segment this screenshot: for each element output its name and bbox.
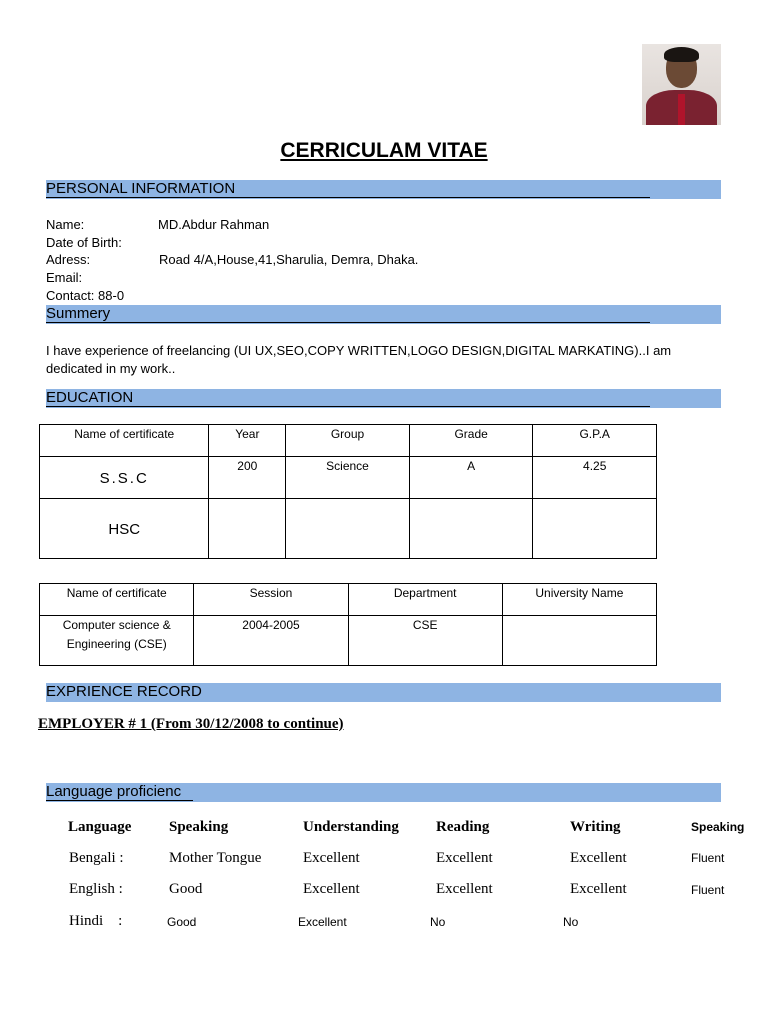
contact-label: Contact: 88-0	[46, 288, 125, 303]
lang-cell: Excellent	[570, 881, 627, 897]
lang-cell: Excellent	[303, 850, 360, 866]
lang-header: Writing	[570, 819, 621, 835]
table-cell: CSE	[348, 616, 502, 666]
name-value: MD.Abdur Rahman	[158, 217, 270, 232]
lang-cell: Fluent	[691, 883, 725, 897]
table-cell: Computer science & Engineering (CSE)	[40, 616, 194, 666]
table-header-row	[40, 584, 657, 616]
lang-cell: Fluent	[691, 851, 725, 865]
table-row	[40, 499, 657, 559]
table-cell	[286, 499, 410, 559]
table-cell: S.S.C	[40, 457, 209, 499]
lang-cell: Excellent	[303, 881, 360, 897]
lang-cell: No	[563, 915, 579, 929]
lang-cell: Mother Tongue	[169, 850, 262, 866]
section-bar-summary	[46, 305, 721, 324]
lang-header: Reading	[436, 819, 490, 835]
page-title: CERRICULAM VITAE	[280, 139, 488, 162]
lang-cell: Good	[167, 915, 197, 929]
university-table	[39, 583, 657, 666]
table-header: University Name	[502, 584, 656, 616]
education-table	[39, 424, 657, 559]
table-cell	[502, 616, 656, 666]
section-title-personal: PERSONAL INFORMATION	[46, 180, 236, 197]
email-label: Email:	[46, 270, 83, 285]
address-value: Road 4/A,House,41,Sharulia, Demra, Dhaka.	[159, 252, 419, 267]
lang-cell: English :	[69, 881, 123, 897]
section-title-experience: EXPRIENCE RECORD	[46, 683, 202, 700]
lang-header: Language	[68, 819, 132, 835]
section-bar-language	[46, 783, 721, 802]
lang-cell: Bengali :	[69, 850, 124, 866]
name-label: Name:	[46, 217, 85, 232]
table-header: Department	[348, 584, 502, 616]
lang-cell: Excellent	[436, 850, 493, 866]
table-row	[40, 457, 657, 499]
table-row	[40, 616, 657, 666]
address-label: Adress:	[46, 252, 91, 267]
table-cell: 4.25	[533, 457, 657, 499]
table-header: G.P.A	[533, 425, 657, 457]
lang-header: Speaking	[169, 819, 229, 835]
dob-label: Date of Birth:	[46, 235, 122, 250]
lang-header: Understanding	[303, 819, 399, 835]
table-header: Year	[209, 425, 286, 457]
lang-cell: Good	[169, 881, 203, 897]
section-title-language: Language proficienc	[46, 783, 182, 800]
table-cell	[533, 499, 657, 559]
section-title-education: EDUCATION	[46, 389, 134, 406]
section-bar-experience	[46, 683, 721, 702]
table-header: Name of certificate	[40, 584, 194, 616]
table-cell	[209, 499, 286, 559]
profile-photo	[642, 44, 721, 125]
table-header-row	[40, 425, 657, 457]
lang-cell: No	[430, 915, 446, 929]
table-cell: 2004-2005	[194, 616, 348, 666]
table-cell	[409, 499, 533, 559]
summary-text: I have experience of freelancing (UI UX,SEO,COPY WRITTEN,LOGO DESIGN,DIGITAL MARKATING)..I am dedicated in my work..	[46, 343, 672, 376]
table-cell: A	[409, 457, 533, 499]
table-header: Group	[286, 425, 410, 457]
employer-line: EMPLOYER # 1 (From 30/12/2008 to continue)	[38, 716, 344, 732]
lang-cell: Hindi :	[69, 913, 123, 929]
lang-cell: Excellent	[298, 915, 347, 929]
lang-cell: Excellent	[570, 850, 627, 866]
table-cell: HSC	[40, 499, 209, 559]
lang-header: Speaking	[691, 820, 745, 834]
table-cell: Science	[286, 457, 410, 499]
lang-cell: Excellent	[436, 881, 493, 897]
table-header: Session	[194, 584, 348, 616]
section-bar-personal	[46, 180, 721, 199]
table-header: Name of certificate	[40, 425, 209, 457]
table-header: Grade	[409, 425, 533, 457]
section-bar-education	[46, 389, 721, 408]
section-title-summary: Summery	[46, 305, 111, 322]
table-cell: 200	[209, 457, 286, 499]
